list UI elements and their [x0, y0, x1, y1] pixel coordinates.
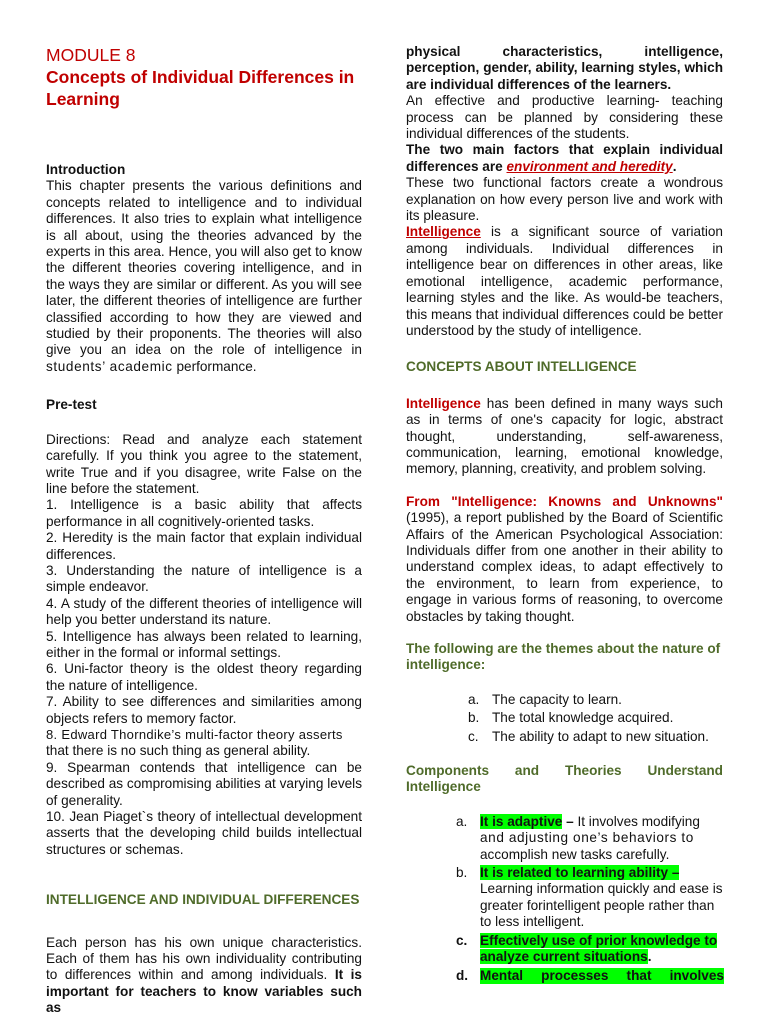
- list-item: [456, 968, 723, 984]
- list-marker: c.: [456, 932, 468, 948]
- pretest-item: 5. Intelligence has always been related to learning, either in the formal or informal settings.: [46, 628, 362, 660]
- list-item-text: accomplish new tasks carefully.: [480, 846, 670, 862]
- from-paragraph: [406, 494, 723, 625]
- pretest-item: 2. Heredity is the main factor that explain individual differences.: [46, 530, 362, 562]
- highlight-text: It is related to learning ability –: [480, 865, 680, 881]
- period-text: .: [647, 949, 652, 965]
- two-factors-text: These two functional factors create a wondrous explanation on how every person live and work with its pleasure.: [406, 175, 723, 224]
- intro-heading: Introduction: [46, 162, 126, 177]
- two-factors-bold: The two main factors that explain individual differences are: [406, 142, 723, 174]
- intel-text: is a significant source of variation among individuals. Individual differences in intelligence bear on differences in other areas, like emotional intelligence, academic performance, learning styles and the like. As would-be teachers, this means that individual differences could be better understood by the study of intelligence.: [406, 224, 723, 338]
- intro-tail-a: students’ academic: [46, 358, 173, 374]
- pretest-item: 9. Spearman contends that intelligence can be described as compromising abilities at varying levels of generality.: [46, 759, 362, 808]
- list-marker: c.: [468, 728, 479, 744]
- pretest-item: 3. Understanding the nature of intelligence is a simple endeavor.: [46, 562, 362, 595]
- list-item-text: It involves modifying: [573, 813, 700, 829]
- list-item: [456, 933, 723, 966]
- pretest-item: 6. Uni-factor theory is the oldest theory regarding the nature of intelligence.: [46, 661, 362, 693]
- intro-tail-b: performance.: [172, 358, 257, 374]
- list-item: [456, 814, 723, 863]
- intro-paragraph: [46, 178, 362, 375]
- section-paragraph: [46, 935, 362, 1017]
- list-marker: d.: [456, 967, 469, 983]
- list-item: [456, 865, 723, 931]
- intel-paragraph: [406, 224, 723, 339]
- dash-text: –: [562, 813, 574, 829]
- list-item: [468, 710, 723, 726]
- section-text-bold: It is important for teachers to know variables such as: [46, 967, 362, 1016]
- pretest-item: 10. Jean Piaget`s theory of intellectual development asserts that the developing child builds intellectual structures or schemas.: [46, 809, 362, 857]
- list-item-text: The total knowledge acquired.: [492, 710, 674, 726]
- list-item: [468, 692, 723, 708]
- components-list: [456, 814, 723, 984]
- definition-paragraph: [406, 396, 723, 478]
- themes-heading: The following are the themes about the nature of intelligence:: [406, 641, 721, 673]
- continued-bold: physical characteristics, intelligence, perception, gender, ability, learning styles, which are individual differences of the learners.: [406, 44, 723, 92]
- definition-text: has been defined in many ways such as in terms of one's capacity for logic, abstract thought, understanding, self-awareness, communication, learning, emotional knowledge, memory, planning, creativity, and problem solving.: [406, 395, 723, 477]
- directions-text: Directions: Read and analyze each statement carefully. If you think you agree to the statement, write True and if you disagree, write False on the line before the statement.: [46, 431, 362, 496]
- list-marker: b.: [468, 710, 480, 726]
- list-marker: a.: [468, 691, 480, 707]
- list-item-text: Learning information quickly and ease is greater forintelligent people rather than to less intelligent.: [480, 881, 723, 930]
- from-red: From "Intelligence: Knowns and Unknowns": [406, 493, 723, 509]
- intel-word: Intelligence: [406, 224, 481, 240]
- pretest-item-8b: that there is no such thing as general ability.: [46, 743, 311, 759]
- module-subtitle: Concepts of Individual Differences in Learning: [46, 67, 355, 109]
- section-text: Each person has his own unique characteristics. Each of them has his own individuality contributing to differences within and among individuals.: [46, 934, 362, 983]
- components-heading: Components and Theories Understand Intelligence: [406, 763, 723, 795]
- list-item-text: and adjusting one’s behaviors to: [480, 830, 694, 846]
- list-item: [468, 729, 723, 745]
- concepts-heading: CONCEPTS ABOUT INTELLIGENCE: [406, 359, 637, 375]
- highlight-text: Effectively use of prior knowledge to analyze current situations: [480, 932, 718, 965]
- list-item-text: The capacity to learn.: [492, 691, 622, 707]
- continued-text: An effective and productive learning- teaching process can be planned by considering these individual differences of the students.: [406, 93, 723, 142]
- two-factors-end: .: [672, 158, 677, 174]
- list-item-text: The ability to adapt to new situation.: [492, 728, 709, 744]
- list-marker: b.: [456, 865, 468, 881]
- themes-list: [468, 692, 723, 745]
- pretest-item: 1. Intelligence is a basic ability that affects performance in all cognitively-oriented tasks.: [46, 497, 362, 529]
- pretest-heading: Pre-test: [46, 397, 97, 413]
- pretest-item: 4. A study of the different theories of intelligence will help you better understand its nature.: [46, 595, 362, 628]
- two-factors-paragraph: [406, 142, 723, 175]
- from-text: (1995), a report published by the Board of Scientific Affairs of the American Psychological Association: Individuals differ from one another in their ability to understand complex ideas, to adapt effectively to the environment, to learn from experience, to engage in various forms of reasoning, to overcome obstacles by taking thought.: [406, 510, 723, 624]
- highlight-text: It is adaptive: [480, 813, 563, 829]
- list-marker: a.: [456, 813, 468, 829]
- intro-text: This chapter presents the various definitions and concepts related to intelligence and to individual differences. It also tries to explain what intelligence is all about, using the theories advanced by the experts in this area. Hence, you will also get to know the different theories covering intelligence, and in the ways they are similar or different. As you will see later, the different theories of intelligence are further classified according to how they are viewed and studied by their proponents. The theories will also give you an idea on the role of intelligence in: [46, 178, 362, 358]
- pretest-item-8a: 8. Edward Thorndike’s multi-factor theory asserts: [46, 727, 343, 742]
- highlight-text: Mental processes that involves: [480, 967, 724, 983]
- two-factors-red: environment and heredity: [506, 158, 673, 174]
- left-column: [46, 44, 362, 1017]
- pretest-items: [46, 497, 362, 858]
- right-column: [406, 44, 723, 986]
- pretest-item: 7. Ability to see differences and similarities among objects refers to memory factor.: [46, 694, 362, 726]
- module-label: MODULE 8: [46, 45, 136, 65]
- definition-word: Intelligence: [406, 395, 481, 411]
- section-heading: INTELLIGENCE AND INDIVIDUAL DIFFERENCES: [46, 892, 360, 908]
